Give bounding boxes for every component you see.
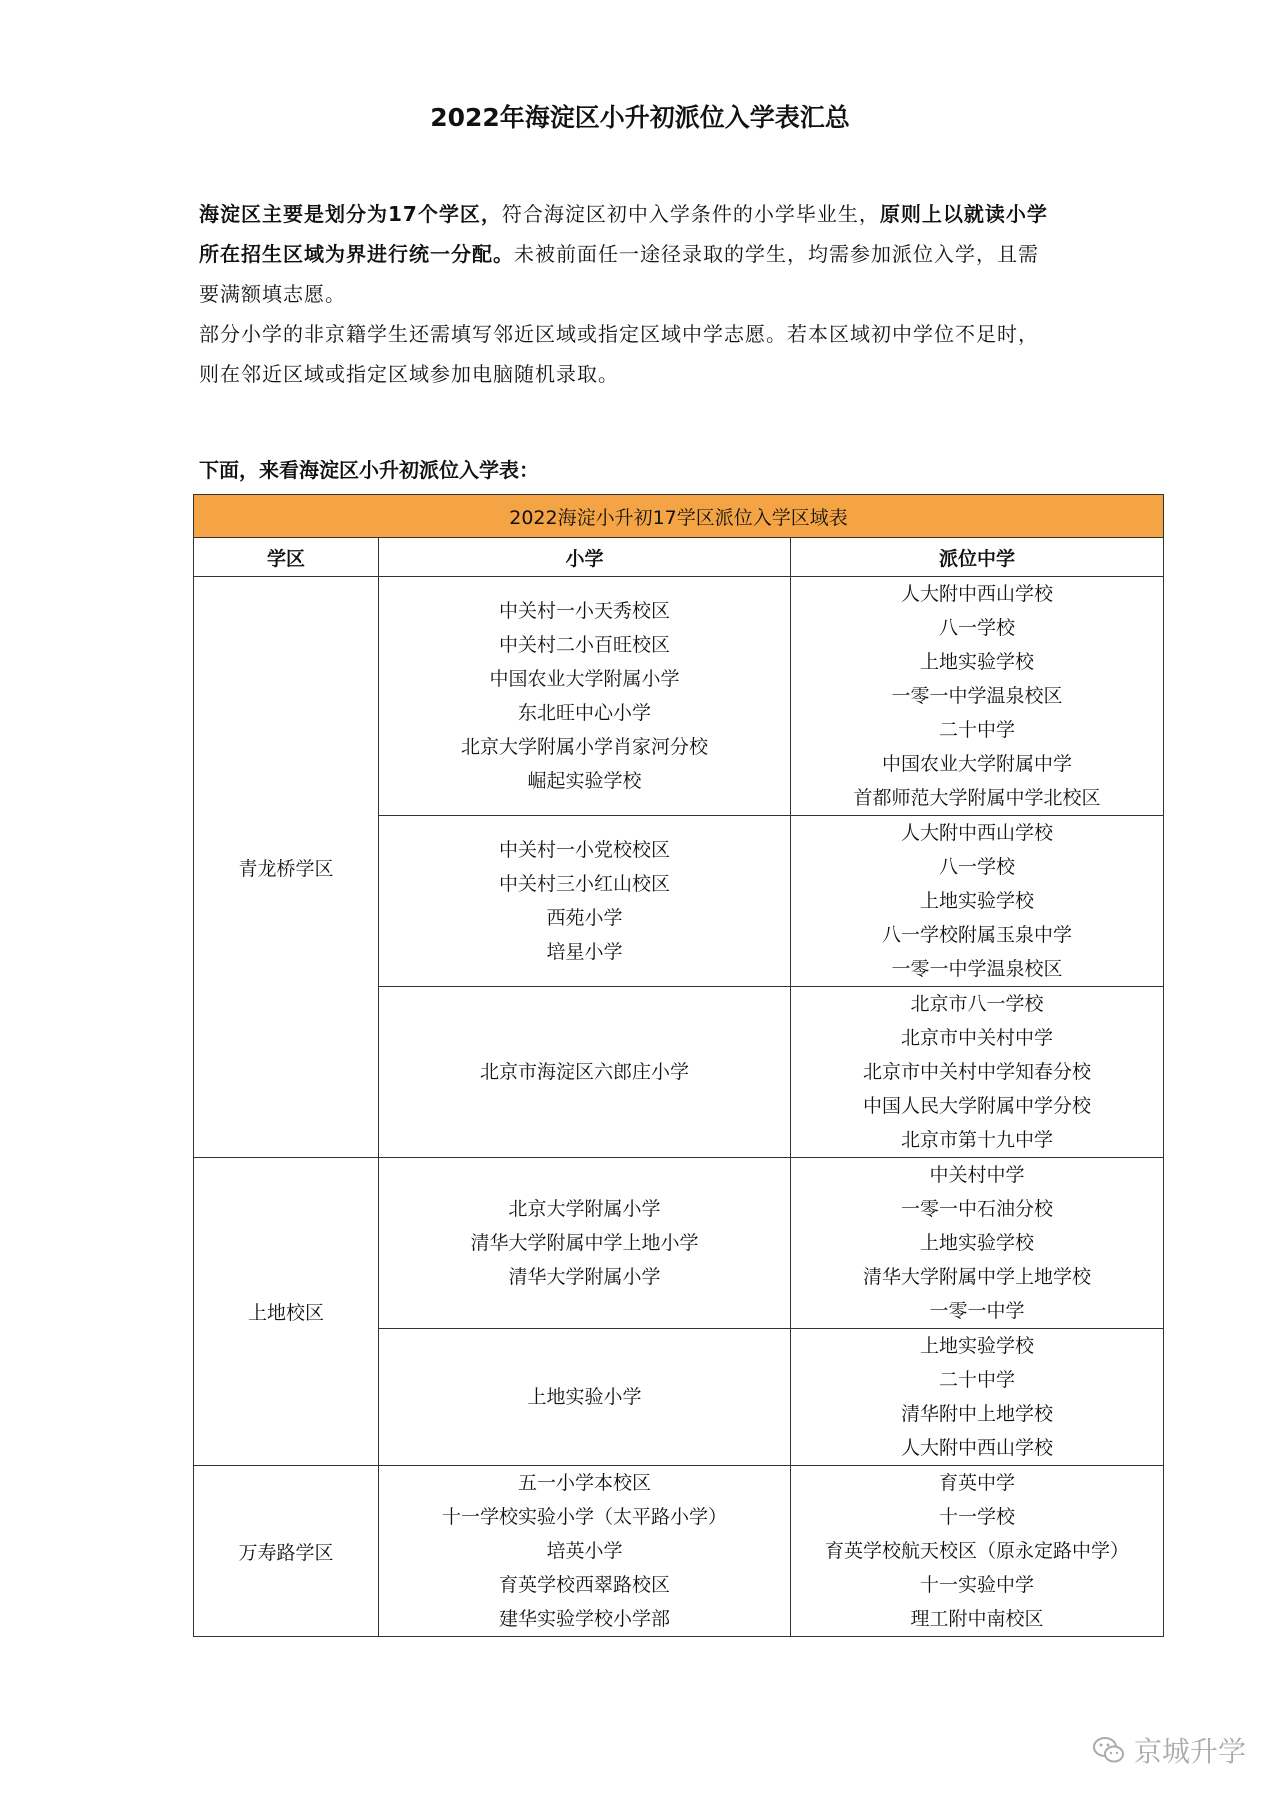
district-cell: 万寿路学区 [194, 1466, 379, 1637]
primary-school: 东北旺中心小学 [517, 702, 651, 724]
primary-schools-cell [379, 987, 791, 1158]
watermark-text: 京城升学 [1133, 1735, 1246, 1768]
intro-paragraph-1 [199, 194, 1059, 314]
middle-school: 人大附中西山学校 [901, 1437, 1054, 1459]
primary-schools-cell [379, 577, 791, 816]
primary-school: 上地实验小学 [527, 1386, 642, 1408]
table-caption: 2022海淀小升初17学区派位入学区域表 [194, 495, 1164, 538]
middle-school: 一零一中学温泉校区 [891, 958, 1063, 980]
intro-bold-2: 原则上以就读小学所在招生区域为界进行统一分配。 [199, 202, 1048, 266]
middle-school: 中国人民大学附属中学分校 [863, 1095, 1092, 1117]
middle-school: 八一学校 [939, 856, 1016, 878]
middle-school: 上地实验学校 [920, 651, 1035, 673]
table-row [194, 1158, 1164, 1329]
middle-school: 二十中学 [939, 1369, 1016, 1391]
primary-schools-cell [379, 1329, 791, 1466]
middle-schools-cell [791, 1329, 1164, 1466]
primary-schools-cell [379, 816, 791, 987]
district-cell: 青龙桥学区 [194, 577, 379, 1158]
primary-school: 北京市海淀区六郎庄小学 [479, 1061, 689, 1083]
middle-school: 二十中学 [939, 719, 1016, 741]
middle-school: 十一实验中学 [920, 1574, 1035, 1596]
intro-text-1: 符合海淀区初中入学条件的小学毕业生， [501, 202, 880, 226]
primary-school: 中关村二小百旺校区 [498, 634, 670, 656]
primary-school: 育英学校西翠路校区 [498, 1574, 670, 1596]
wechat-icon [1092, 1735, 1126, 1765]
district-cell: 上地校区 [194, 1158, 379, 1466]
primary-school: 中关村一小天秀校区 [498, 600, 670, 622]
page-title: 2022年海淀区小升初派位入学表汇总 [430, 103, 850, 132]
middle-schools-cell [791, 816, 1164, 987]
intro-text [199, 194, 1059, 394]
header-middle: 派位中学 [791, 538, 1164, 577]
intro-paragraph-2: 部分小学的非京籍学生还需填写邻近区域或指定区域中学志愿。若本区域初中学位不足时，则在邻近区域或指定区域参加电脑随机录取。 [199, 322, 1039, 386]
middle-school: 首都师范大学附属中学北校区 [853, 787, 1101, 809]
primary-school: 西苑小学 [546, 907, 623, 929]
primary-school: 清华大学附属小学 [508, 1266, 661, 1288]
middle-schools-cell [791, 1158, 1164, 1329]
primary-school: 中关村一小党校校区 [498, 839, 670, 861]
primary-school: 培英小学 [546, 1540, 623, 1562]
middle-school: 北京市中关村中学知春分校 [863, 1061, 1092, 1083]
middle-school: 一零一中学温泉校区 [891, 685, 1063, 707]
table-row [194, 577, 1164, 816]
middle-schools-cell [791, 987, 1164, 1158]
middle-school: 中关村中学 [929, 1164, 1025, 1186]
header-primary: 小学 [379, 538, 791, 577]
table-heading: 下面，来看海淀区小升初派位入学表： [199, 458, 539, 482]
middle-school: 中国农业大学附属中学 [882, 753, 1073, 775]
watermark [1092, 1730, 1246, 1770]
middle-school: 人大附中西山学校 [901, 583, 1054, 605]
middle-school: 上地实验学校 [920, 1232, 1035, 1254]
middle-schools-cell [791, 1466, 1164, 1637]
primary-schools-cell [379, 1466, 791, 1637]
primary-school: 清华大学附属中学上地小学 [470, 1232, 699, 1254]
middle-school: 理工附中南校区 [910, 1608, 1044, 1630]
intro-bold-1: 海淀区主要是划分为17个学区， [199, 202, 502, 226]
middle-school: 一零一中石油分校 [901, 1198, 1054, 1220]
primary-school: 五一小学本校区 [517, 1472, 651, 1494]
primary-school: 北京大学附属小学 [508, 1198, 661, 1220]
primary-school: 建华实验学校小学部 [498, 1608, 670, 1630]
middle-school: 人大附中西山学校 [901, 822, 1054, 844]
middle-school: 八一学校附属玉泉中学 [882, 924, 1073, 946]
table-row [194, 1466, 1164, 1637]
middle-school: 清华附中上地学校 [901, 1403, 1054, 1425]
middle-school: 上地实验学校 [920, 890, 1035, 912]
middle-school: 十一学校 [939, 1506, 1016, 1528]
intro-text-2: 未被前面任一途径录取的学生，均需参加派位入学，且需要满额填志愿。 [199, 242, 1039, 306]
primary-school: 中国农业大学附属小学 [489, 668, 680, 690]
primary-school: 培星小学 [546, 941, 623, 963]
table-body [194, 577, 1164, 1637]
middle-school: 八一学校 [939, 617, 1016, 639]
middle-school: 育英学校航天校区（原永定路中学） [825, 1540, 1130, 1562]
middle-school: 北京市中关村中学 [901, 1027, 1054, 1049]
middle-school: 清华大学附属中学上地学校 [863, 1266, 1092, 1288]
allocation-table [193, 494, 1164, 1637]
primary-school: 北京大学附属小学肖家河分校 [460, 736, 708, 758]
middle-schools-cell [791, 577, 1164, 816]
middle-school: 一零一中学 [929, 1300, 1025, 1322]
primary-school: 十一学校实验小学（太平路小学） [441, 1506, 727, 1528]
middle-school: 北京市第十九中学 [901, 1129, 1054, 1151]
middle-school: 上地实验学校 [920, 1335, 1035, 1357]
header-district: 学区 [194, 538, 379, 577]
middle-school: 北京市八一学校 [910, 993, 1044, 1015]
primary-school: 崛起实验学校 [527, 770, 642, 792]
middle-school: 育英中学 [939, 1472, 1016, 1494]
primary-schools-cell [379, 1158, 791, 1329]
primary-school: 中关村三小红山校区 [498, 873, 670, 895]
